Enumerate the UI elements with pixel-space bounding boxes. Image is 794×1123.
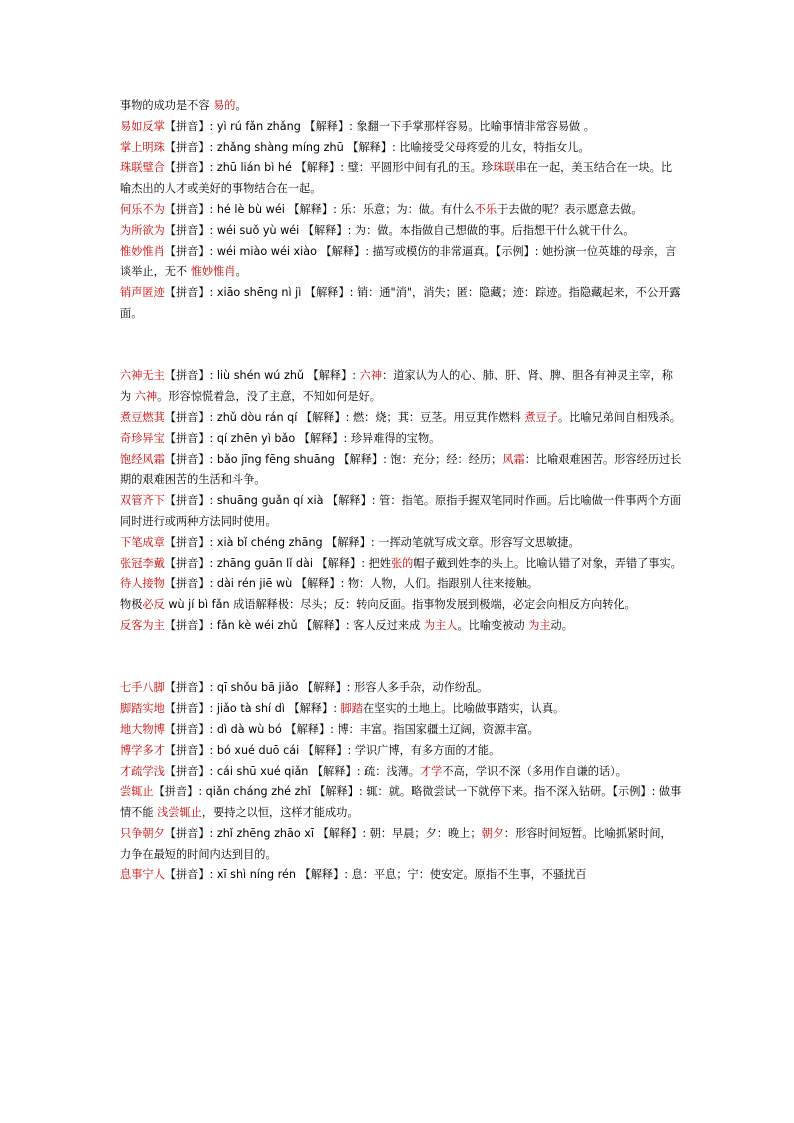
highlighted-text: 下笔成章 <box>120 535 165 549</box>
highlighted-text: 饱经风霜 <box>120 452 165 466</box>
idiom-entry <box>120 117 682 138</box>
idiom-entry <box>120 616 682 637</box>
idiom-entry <box>120 678 682 699</box>
highlighted-text: 珠联 <box>492 161 516 175</box>
idiom-entry <box>120 158 682 200</box>
highlighted-text: 脚踏 <box>340 702 363 716</box>
paragraph-gap <box>120 637 682 679</box>
highlighted-text: 不乐 <box>474 202 498 216</box>
paragraph-gap <box>120 325 682 367</box>
highlighted-text: 浅尝辄止 <box>157 806 202 820</box>
highlighted-text: 七手八脚 <box>120 681 165 695</box>
highlighted-text: 尝辄止 <box>120 785 154 799</box>
entry-text: 【拼音】: wéi miào wéi xiào 【解释】: 描写或模仿的非常逼真。【示例】: 她扮演一位英雄的母亲，言谈举止，无不 <box>120 244 677 279</box>
idiom-entry <box>120 762 682 783</box>
highlighted-text: 必反 <box>142 598 165 612</box>
entry-text: 。形容惊慌着急，没了主意，不知如何是好。 <box>157 390 381 404</box>
idiom-entry <box>120 408 682 429</box>
entry-text: 。 <box>235 99 247 112</box>
document-page <box>120 96 682 886</box>
highlighted-text: 为所欲为 <box>120 223 165 237</box>
highlighted-text: 奇珍异宝 <box>120 431 165 445</box>
entry-text: 帽子戴到姓李的头上。比喻认错了对象，弄错了事实。 <box>413 556 682 570</box>
highlighted-text: 六神 <box>359 369 383 383</box>
highlighted-text: 张的 <box>390 556 414 570</box>
entry-text: 【拼音】: jiǎo tà shí dì 【解释】: <box>164 702 341 716</box>
entry-text: 【拼音】: zhǔ dòu rán qí 【解释】: 燃：烧；萁：豆茎。用豆萁作燃料 <box>164 410 525 424</box>
highlighted-text: 才疏学浅 <box>120 764 165 778</box>
entry-text: 【拼音】: qí zhēn yì bǎo 【解释】: 珍异难得的宝物。 <box>164 431 441 445</box>
idiom-entry <box>120 200 682 221</box>
highlighted-text: 张冠李戴 <box>120 556 165 570</box>
highlighted-text: 销声匿迹 <box>120 286 165 300</box>
entry-text: 【拼音】: cái shū xué qiǎn 【解释】: 疏：浅薄。 <box>164 764 420 778</box>
idiom-entry <box>120 533 682 554</box>
highlighted-text: 反客为主 <box>120 618 165 632</box>
entry-text: 。 <box>235 265 247 279</box>
idiom-entry <box>120 782 682 824</box>
entry-text: 【拼音】: xià bǐ chéng zhāng 【解释】: 一挥动笔就写成文章。形容写文思敏捷。 <box>164 535 580 549</box>
idiom-entry <box>120 96 682 117</box>
entry-text: 【拼音】: bó xué duō cái 【解释】: 学识广博，有多方面的才能。 <box>164 743 501 757</box>
highlighted-text: 脚踏实地 <box>120 702 165 716</box>
entry-text: wù jí bì fǎn 成语解释极：尽头；反：转向反面。指事物发展到极端，必定会向相反方向转化。 <box>164 598 636 612</box>
highlighted-text: 惟妙惟肖 <box>120 244 165 258</box>
entry-text: 不高，学识不深（多用作自谦的话）。 <box>442 764 627 778</box>
highlighted-text: 何乐不为 <box>120 202 165 216</box>
idiom-entry <box>120 699 682 720</box>
entry-text: 【拼音】: qī shǒu bā jiǎo 【解释】: 形容人多手杂，动作纷乱。 <box>164 681 489 695</box>
idiom-group <box>120 96 682 325</box>
entry-text: 【拼音】: yì rú fǎn zhǎng 【解释】: 象翻一下手掌那样容易。比喻事情非常容易做 。 <box>164 119 595 133</box>
entry-text: 【拼音】: dài rén jiē wù 【解释】: 物：人物，人们。指跟别人往来接触。 <box>164 577 539 591</box>
idiom-entry <box>120 138 682 159</box>
entry-text: 【拼音】: qiǎn cháng zhé zhǐ 【解释】: 辄：就。略微尝试一下就停下来。指不深入钻研。【示例】: 做事情不能 <box>120 785 682 820</box>
entry-text: 【拼音】: hé lè bù wéi 【解释】: 乐：乐意；为：做。有什么 <box>164 202 475 216</box>
idiom-entry <box>120 450 682 492</box>
highlighted-text: 待人接物 <box>120 577 165 591</box>
idiom-entry <box>120 720 682 741</box>
entry-text: 【拼音】: fǎn kè wéi zhǔ 【解释】: 客人反过来成 <box>164 618 424 632</box>
entry-text: 【拼音】: shuāng guǎn qí xià 【解释】: 管：指笔。原指手握双笔同时作画。后比喻做一件事两个方面同时进行或两种方法同时使用。 <box>120 494 682 528</box>
entry-text: 在坚实的土地上。比喻做事踏实，认真。 <box>362 702 565 716</box>
idiom-entry <box>120 283 682 325</box>
idiom-entry <box>120 429 682 450</box>
highlighted-text: 才学 <box>419 764 443 778</box>
idiom-entry <box>120 595 682 616</box>
idiom-entry <box>120 741 682 762</box>
idiom-entry <box>120 574 682 595</box>
idiom-entry <box>120 491 682 533</box>
entry-text: ：道家认为人的心、肺、肝、肾、脾、胆各有神灵主宰，称为 <box>120 369 673 404</box>
highlighted-text: 为主人 <box>423 618 458 632</box>
highlighted-text: 惟妙惟肖 <box>190 265 236 279</box>
entry-text: ：比喻艰难困苦。形容经历过长期的艰难困苦的生活和斗争。 <box>120 452 682 487</box>
entry-text: 【拼音】: liù shén wú zhǔ 【解释】: <box>164 369 360 383</box>
highlighted-text: 易如反掌 <box>120 119 165 133</box>
idiom-entry <box>120 221 682 242</box>
entry-text: 于去做的呢？表示愿意去做。 <box>497 202 643 216</box>
highlighted-text: 博学多才 <box>120 743 165 757</box>
idiom-entry <box>120 824 682 866</box>
idiom-group <box>120 366 682 636</box>
highlighted-text: 息事宁人 <box>120 868 165 882</box>
highlighted-text: 风霜 <box>502 452 525 466</box>
entry-text: 物极 <box>120 598 143 612</box>
idiom-entry <box>120 242 682 284</box>
entry-text: 【拼音】: zhāng guān lǐ dài 【解释】: 把姓 <box>164 556 391 570</box>
entry-text: 。比喻兄弟间自相残杀。 <box>557 410 682 424</box>
highlighted-text: 六神无主 <box>120 369 165 383</box>
entry-text: 【拼音】: xī shì níng rén 【解释】: 息：平息；宁：使安定。原指不生事，不骚扰百 <box>164 868 587 882</box>
entry-text: 【拼音】: zhū lián bì hé 【解释】: 璧：平圆形中间有孔的玉。珍 <box>164 161 493 175</box>
entry-text: 【拼音】: dì dà wù bó 【解释】: 博：丰富。指国家疆土辽阔，资源丰富。 <box>164 722 539 736</box>
entry-text: 【拼音】: zhǎng shàng míng zhū 【解释】: 比喻接受父母疼爱的儿女，特指女儿。 <box>164 140 590 154</box>
highlighted-text: 地大物博 <box>120 722 165 736</box>
entry-text: ，要持之以恒，这样才能成功。 <box>201 806 359 820</box>
idiom-group <box>120 678 682 886</box>
entry-text: 串在一起，美玉结合在一块。比喻杰出的人才或美好的事物结合在一起。 <box>120 161 673 196</box>
entry-text: 【拼音】: xiāo shēng nì jì 【解释】: 销：通"消"，消失；匿：隐藏；迹：踪迹。指隐藏起来，不公开露面。 <box>120 286 681 320</box>
highlighted-text: 六神 <box>134 390 158 404</box>
highlighted-text: 朝夕 <box>481 826 504 840</box>
highlighted-text: 煮豆子 <box>524 410 558 424</box>
entry-text: 【拼音】: zhǐ zhēng zhāo xī 【解释】: 朝：早晨；夕：晚上； <box>164 826 482 840</box>
highlighted-text: 只争朝夕 <box>120 826 165 840</box>
highlighted-text: 掌上明珠 <box>120 140 165 154</box>
highlighted-text: 双管齐下 <box>120 494 165 508</box>
highlighted-text: 易的 <box>213 99 236 112</box>
highlighted-text: 为主 <box>528 618 551 632</box>
entry-text: 【拼音】: wéi suǒ yù wéi 【解释】: 为：做。本指做自己想做的事。后指想干什么就干什么。 <box>164 223 635 237</box>
idiom-entry <box>120 554 682 575</box>
highlighted-text: 珠联璧合 <box>120 161 165 175</box>
highlighted-text: 煮豆燃萁 <box>120 410 165 424</box>
entry-text: 。比喻变被动 <box>457 618 529 632</box>
idiom-entry <box>120 366 682 408</box>
entry-text: ：形容时间短暂。比喻抓紧时间，力争在最短的时间内达到目的。 <box>120 826 672 861</box>
idiom-entry <box>120 865 682 886</box>
entry-text: 【拼音】: bǎo jīng fēng shuāng 【解释】: 饱：充分；经：经历； <box>164 452 503 466</box>
entry-text: 事物的成功是不容 <box>120 99 214 112</box>
entry-text: 动。 <box>550 618 573 632</box>
